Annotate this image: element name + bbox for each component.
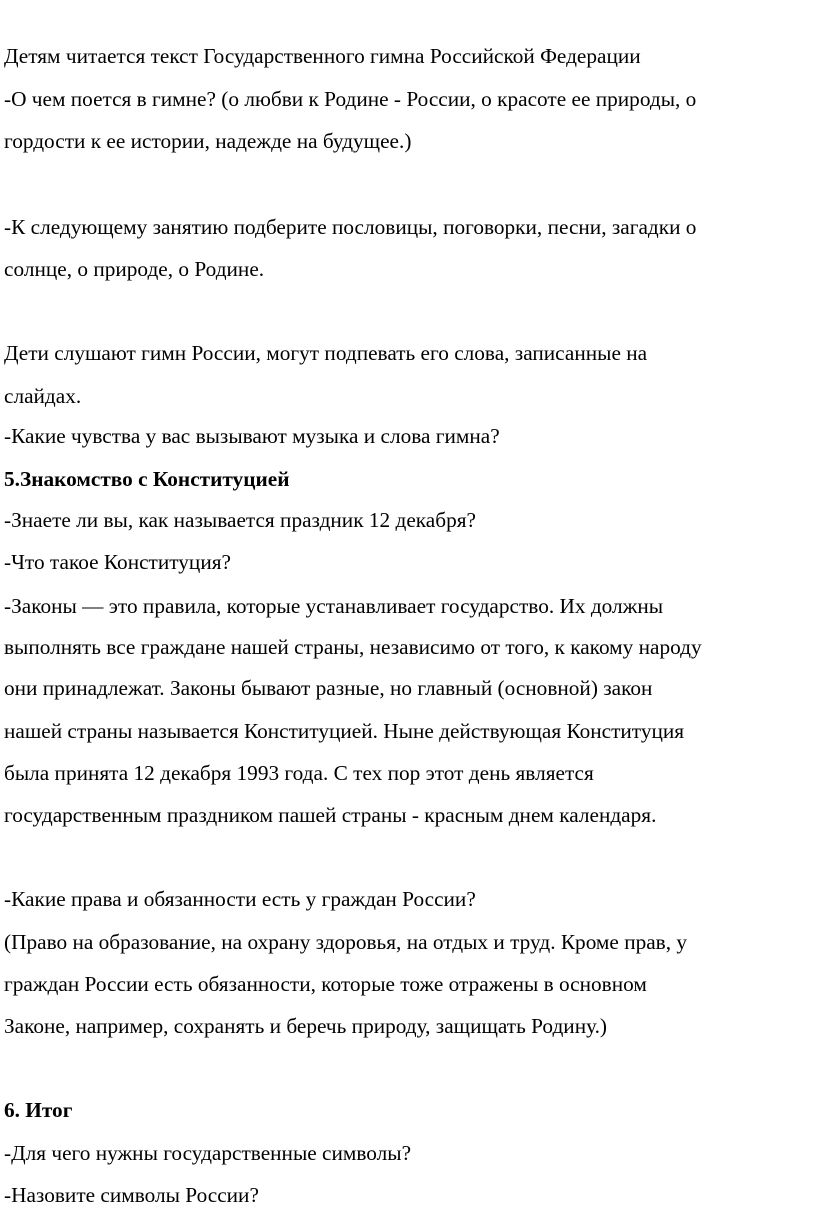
section-heading: 5.Знакомство с Конституцией: [4, 467, 290, 491]
text-line: -Какие права и обязанности есть у граждан России?: [4, 887, 476, 911]
text-line: была принята 12 декабря 1993 года. С тех пор этот день является: [4, 761, 594, 785]
text-line: Детям читается текст Государственного гимна Российской Федерации: [4, 44, 641, 68]
text-line: (Право на образование, на охрану здоровья, на отдых и труд. Кроме прав, у: [4, 930, 688, 954]
text-line: -Какие чувства у вас вызывают музыка и слова гимна?: [4, 424, 500, 448]
text-line: -Знаете ли вы, как называется праздник 12 декабря?: [4, 508, 476, 532]
text-line: нашей страны называется Конституцией. Ныне действующая Конституция: [4, 719, 685, 743]
text-line: государственным праздником пашей страны - красным днем календаря.: [4, 803, 657, 827]
text-line: солнце, о природе, о Родине.: [4, 257, 265, 281]
text-line: -Для чего нужны государственные символы?: [4, 1141, 412, 1165]
text-line: Законе, например, сохранять и беречь природу, защищать Родину.): [4, 1014, 608, 1038]
text-line: слайдах.: [4, 384, 82, 408]
text-line: -О чем поется в гимне? (о любви к Родине - России, о красоте ее природы, о: [4, 87, 697, 111]
text-line: -Назовите символы России?: [4, 1183, 259, 1207]
text-line: Дети слушают гимн России, могут подпевать его слова, записанные на: [4, 341, 648, 365]
text-line: выполнять все граждане нашей страны, независимо от того, к какому народу: [4, 635, 702, 659]
text-line: -Что такое Конституция?: [4, 550, 231, 574]
text-line: -Законы — это правила, которые устанавливает государство. Их должны: [4, 594, 664, 618]
text-line: они принадлежат. Законы бывают разные, но главный (основной) закон: [4, 676, 653, 700]
text-line: граждан России есть обязанности, которые тоже отражены в основном: [4, 972, 647, 996]
text-line: гордости к ее истории, надежде на будущее.): [4, 129, 412, 153]
section-heading: 6. Итог: [4, 1098, 73, 1122]
text-line: -К следующему занятию подберите пословицы, поговорки, песни, загадки о: [4, 215, 697, 239]
